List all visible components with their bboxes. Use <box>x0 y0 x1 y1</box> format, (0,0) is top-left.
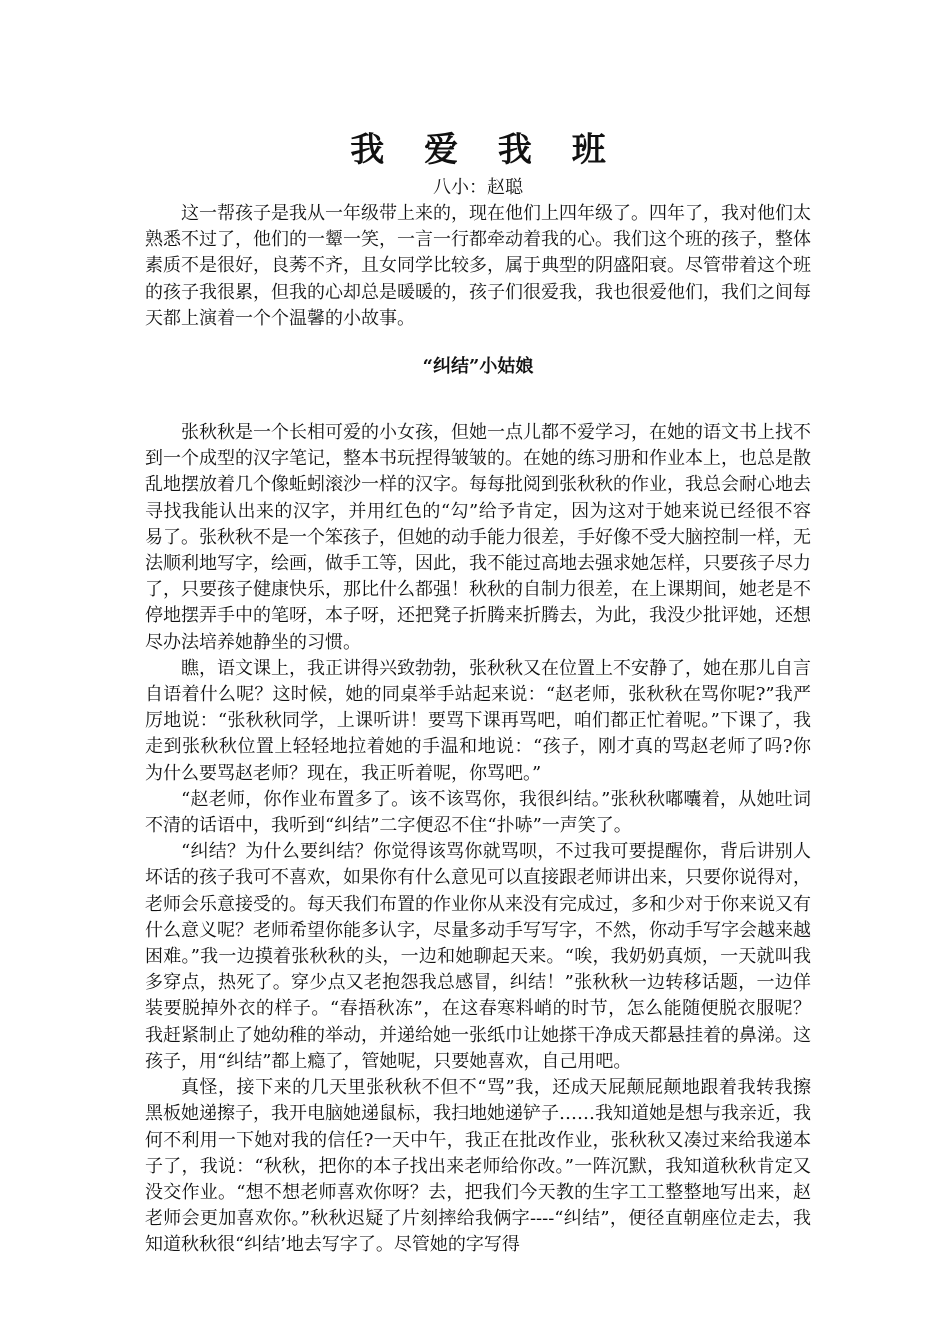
intro-paragraph: 这一帮孩子是我从一年级带上来的，现在他们上四年级了。四年了，我对他们太熟悉不过了，他们的一颦一笑，一言一行都牵动着我的心。我们这个班的孩子，整体素质不是很好，良莠不齐，且女同学比较多，属于典型的阴盛阳衰。尽管带着这个班的孩子我很累，但我的心却总是暖暖的，孩子们很爱我，我也很爱他们，我们之间每天都上演着一个个温馨的小故事。 <box>145 203 811 329</box>
body-paragraph: 瞧，语文课上，我正讲得兴致勃勃，张秋秋又在位置上不安静了，她在那儿自言自语着什么呢？这时候，她的同桌举手站起来说：“赵老师，张秋秋在骂你呢?”我严厉地说：“张秋秋同学，上课听讲！要骂下课再骂吧，咱们都正忙着呢。”下课了，我走到张秋秋位置上轻轻地拉着她的手温和地说：“孩子，刚才真的骂赵老师了吗?你为什么要骂赵老师？现在，我正听着呢，你骂吧。” <box>145 657 811 784</box>
body-paragraph: “赵老师，你作业布置多了。该不该骂你，我很纠结。”张秋秋嘟囔着，从她吐词不清的话语中，我听到“纠结”二字便忍不住“扑哧”一声笑了。 <box>145 788 811 837</box>
body-paragraph: “纠结？为什么要纠结？你觉得该骂你就骂呗，不过我可要提醒你，背后讲别人坏话的孩子我可不喜欢，如果你有什么意见可以直接跟老师讲出来，只要你说得对，老师会乐意接受的。每天我们布置的作业你从来没有完成过，多和少对于你来说又有什么意义呢？老师希望你能多认字，尽量多动手写写字，不然，你动手写字会越来越困难。”我一边摸着张秋秋的头，一边和她聊起天来。“唉，我奶奶真烦，一天就叫我多穿点，热死了。穿少点又老抱怨我总感冒，纠结！”张秋秋一边转移话题，一边佯装要脱掉外衣的样子。“春捂秋冻”，在这春寒料峭的时节，怎么能随便脱衣服呢？我赶紧制止了她幼稚的举动，并递给她一张纸巾让她搽干净成天都悬挂着的鼻涕。这孩子，用“纠结”都上瘾了，管她呢，只要她喜欢，自己用吧。 <box>145 841 811 1072</box>
author-line: 八小：赵聪 <box>433 177 523 198</box>
section-title: “纠结”小姑娘 <box>422 356 534 378</box>
document-page <box>145 125 811 1259</box>
body-paragraph: 张秋秋是一个长相可爱的小女孩，但她一点儿都不爱学习，在她的语文书上找不到一个成型的汉字笔记，整本书玩捏得皱皱的。在她的练习册和作业本上，也总是散乱地摆放着几个像蚯蚓滚沙一样的汉字。每每批阅到张秋秋的作业，我总会耐心地去寻找我能认出来的汉字，并用红色的“勾”给予肯定，因为这对于她来说已经很不容易了。张秋秋不是一个笨孩子，但她的动手能力很差，手好像不受大脑控制一样，无法顺利地写字，绘画，做手工等，因此，我不能过高地去强求她怎样，只要孩子尽力了，只要孩子健康快乐，那比什么都强！秋秋的自制力很差，在上课期间，她老是不停地摆弄手中的笔呀，本子呀，还把凳子折腾来折腾去，为此，我没少批评她，还想尽办法培养她静坐的习惯。 <box>145 422 811 653</box>
document-title: 我 爱 我 班 <box>350 130 620 170</box>
body-paragraph: 真怪，接下来的几天里张秋秋不但不“骂”我，还成天屁颠屁颠地跟着我转我擦黑板她递擦子，我开电脑她递鼠标，我扫地她递铲子……我知道她是想与我亲近，我何不利用一下她对我的信任?一天中午，我正在批改作业，张秋秋又凑过来给我递本子了，我说：“秋秋，把你的本子找出来老师给你改。”一阵沉默，我知道秋秋肯定又没交作业。“想不想老师喜欢你呀？去，把我们今天教的生字工工整整地写出来，赵老师会更加喜欢你。”秋秋迟疑了片刻摔给我俩字----“纠结”，便径直朝座位走去，我知道秋秋很“纠结’地去写字了。尽管她的字写得 <box>145 1077 811 1256</box>
